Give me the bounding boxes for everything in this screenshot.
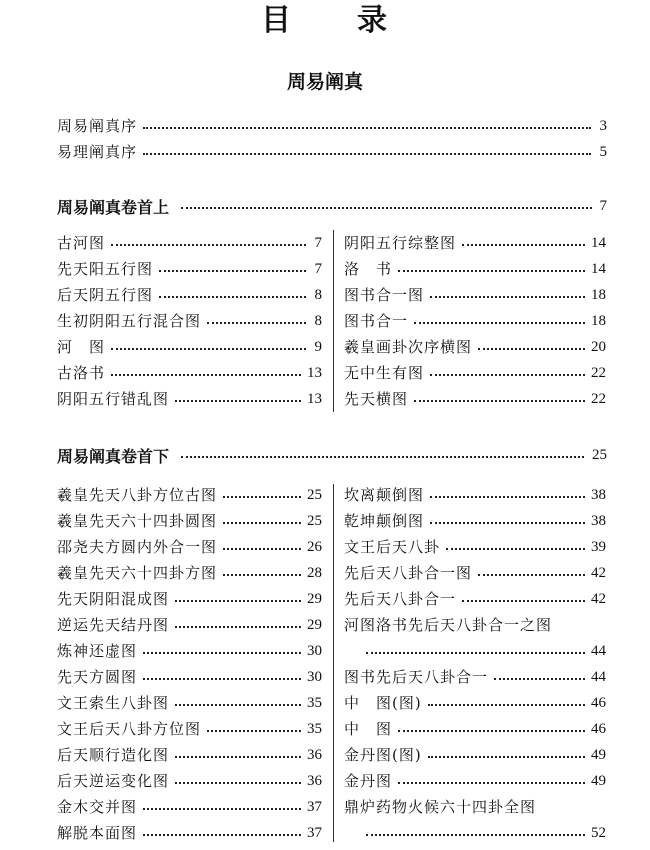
entry-page: 28 [307, 565, 322, 581]
toc-entry[interactable] [57, 639, 322, 663]
entry-label: 河 图 [57, 338, 106, 356]
entry-label: 文王后天八卦 [344, 538, 441, 556]
entry-page: 22 [591, 365, 606, 381]
dot-leader [159, 283, 306, 307]
entry-page: 13 [307, 391, 322, 407]
entry-page: 35 [307, 695, 322, 711]
toc-entry-wrapped-title[interactable] [344, 613, 606, 637]
dot-leader [143, 821, 301, 845]
page-title-char-1: 目 [261, 3, 293, 38]
dot-leader [366, 821, 585, 845]
entry-label: 图书合一图 [344, 286, 425, 304]
entry-page: 49 [591, 747, 606, 763]
entry-label: 羲皇画卦次序横图 [344, 338, 473, 356]
entry-page: 44 [591, 643, 606, 659]
dot-leader [428, 691, 585, 715]
entry-label: 羲皇先天六十四卦圆图 [57, 512, 218, 530]
dot-leader [366, 639, 585, 663]
entry-page: 35 [307, 721, 322, 737]
entry-label: 中 图(图) [344, 694, 422, 712]
toc-entry[interactable] [57, 743, 322, 767]
dot-leader [111, 361, 301, 385]
dot-leader [143, 639, 301, 663]
entry-label: 河图洛书先后天八卦合一之图 [344, 616, 553, 634]
dot-leader [446, 535, 585, 559]
column-divider [333, 230, 334, 412]
dot-leader [175, 613, 301, 637]
entry-page: 42 [591, 565, 606, 581]
toc-entry[interactable] [57, 717, 322, 741]
entry-page: 9 [314, 339, 322, 355]
entry-label: 周易阐真序 [57, 117, 138, 135]
dot-leader [143, 114, 591, 138]
toc-entry[interactable] [57, 509, 322, 533]
toc-entry[interactable] [57, 795, 322, 819]
page-title-char-2: 录 [357, 3, 389, 38]
toc-entry[interactable] [57, 335, 322, 359]
entry-label: 先后天八卦合一图 [344, 564, 473, 582]
entry-page: 30 [307, 643, 322, 659]
entry-page: 25 [307, 487, 322, 503]
dot-leader [111, 231, 306, 255]
entry-page: 25 [307, 513, 322, 529]
toc-entry[interactable] [344, 665, 606, 689]
toc-entry[interactable] [57, 821, 322, 845]
entry-label: 后天顺行造化图 [57, 746, 170, 764]
toc-entry[interactable] [344, 387, 606, 411]
section-title: 周易阐真卷首下 [57, 446, 170, 466]
entry-page: 8 [314, 287, 322, 303]
section-title: 周易阐真卷首上 [57, 197, 170, 217]
dot-leader [430, 283, 585, 307]
column-divider [333, 484, 334, 842]
dot-leader [175, 743, 301, 767]
dot-leader [175, 769, 301, 793]
entry-label: 先天阳五行图 [57, 260, 154, 278]
entry-label: 解脱本面图 [57, 824, 138, 842]
dot-leader [414, 387, 585, 411]
dot-leader [175, 691, 301, 715]
toc-entry[interactable] [344, 561, 606, 585]
section-page: 25 [592, 446, 607, 463]
toc-entry[interactable] [344, 769, 606, 793]
toc-entry[interactable] [57, 535, 322, 559]
toc-entry[interactable] [344, 309, 606, 333]
dot-leader [143, 795, 301, 819]
toc-entry[interactable] [344, 283, 606, 307]
toc-entry[interactable] [344, 535, 606, 559]
dot-leader [430, 483, 585, 507]
entry-label: 羲皇先天六十四卦方图 [57, 564, 218, 582]
dot-leader [181, 442, 584, 468]
entry-label: 鼎炉药物火候六十四卦全图 [344, 798, 537, 816]
book-title: 周易阐真 [286, 71, 363, 93]
entry-page: 7 [314, 235, 322, 251]
entry-label: 后天阴五行图 [57, 286, 154, 304]
entry-page: 29 [307, 591, 322, 607]
entry-page: 14 [591, 235, 606, 251]
toc-entry[interactable] [57, 387, 322, 411]
toc-entry[interactable] [57, 691, 322, 715]
entry-page: 5 [599, 144, 607, 160]
toc-entry[interactable] [344, 257, 606, 281]
entry-page: 46 [591, 721, 606, 737]
dot-leader [462, 231, 585, 255]
dot-leader [430, 509, 585, 533]
toc-entry[interactable] [57, 483, 322, 507]
entry-label: 阴阳五行错乱图 [57, 390, 170, 408]
dot-leader [223, 509, 301, 533]
toc-entry[interactable] [57, 665, 322, 689]
dot-leader [207, 717, 301, 741]
dot-leader [398, 717, 585, 741]
entry-page: 18 [591, 313, 606, 329]
dot-leader [159, 257, 306, 281]
entry-page: 18 [591, 287, 606, 303]
entry-page: 38 [591, 487, 606, 503]
entry-label: 古河图 [57, 234, 106, 252]
toc-entry[interactable] [57, 587, 322, 611]
entry-page: 29 [307, 617, 322, 633]
toc-entry-wrapped-leader[interactable] [344, 639, 606, 663]
entry-page: 3 [599, 118, 607, 134]
entry-page: 38 [591, 513, 606, 529]
entry-label: 图书先后天八卦合一 [344, 668, 489, 686]
toc-entry[interactable] [57, 283, 322, 307]
toc-entry[interactable] [344, 483, 606, 507]
entry-page: 52 [591, 825, 606, 841]
toc-entry[interactable] [344, 231, 606, 255]
entry-page: 20 [591, 339, 606, 355]
toc-entry[interactable] [344, 691, 606, 715]
dot-leader [223, 561, 301, 585]
entry-label: 乾坤颠倒图 [344, 512, 425, 530]
toc-section-heading-2[interactable] [57, 442, 607, 468]
toc-entry-preface-1[interactable] [57, 114, 607, 138]
entry-label: 逆运先天结丹图 [57, 616, 170, 634]
entry-page: 44 [591, 669, 606, 685]
toc-entry[interactable] [57, 769, 322, 793]
toc-entry[interactable] [344, 717, 606, 741]
entry-label: 羲皇先天八卦方位古图 [57, 486, 218, 504]
entry-page: 14 [591, 261, 606, 277]
entry-label: 先天方圆图 [57, 668, 138, 686]
dot-leader [143, 140, 591, 164]
toc-entry[interactable] [57, 309, 322, 333]
entry-label: 炼神还虚图 [57, 642, 138, 660]
dot-leader [430, 361, 585, 385]
entry-page: 49 [591, 773, 606, 789]
entry-label: 文王后天八卦方位图 [57, 720, 202, 738]
entry-page: 7 [314, 261, 322, 277]
section-page: 7 [599, 197, 607, 214]
entry-label: 洛 书 [344, 260, 393, 278]
toc-entry[interactable] [57, 257, 322, 281]
entry-label: 生初阴阳五行混合图 [57, 312, 202, 330]
toc-entry[interactable] [344, 509, 606, 533]
entry-label: 先天横图 [344, 390, 409, 408]
toc-entry[interactable] [57, 231, 322, 255]
entry-page: 37 [307, 825, 322, 841]
dot-leader [111, 335, 306, 359]
entry-label: 金丹图 [344, 772, 393, 790]
toc-entry[interactable] [344, 743, 606, 767]
entry-page: 36 [307, 747, 322, 763]
toc-entry-preface-2[interactable] [57, 140, 607, 164]
toc-entry[interactable] [344, 361, 606, 385]
toc-entry[interactable] [57, 561, 322, 585]
entry-page: 13 [307, 365, 322, 381]
entry-label: 图书合一 [344, 312, 409, 330]
dot-leader [175, 387, 301, 411]
dot-leader [478, 561, 585, 585]
dot-leader [478, 335, 585, 359]
entry-label: 后天逆运变化图 [57, 772, 170, 790]
entry-label: 古洛书 [57, 364, 106, 382]
dot-leader [398, 257, 585, 281]
page-title [0, 4, 650, 38]
entry-label: 中 图 [344, 720, 393, 738]
toc-entry[interactable] [344, 587, 606, 611]
entry-label: 金丹图(图) [344, 746, 422, 764]
toc-entry-wrapped-title[interactable] [344, 795, 606, 819]
entry-page: 22 [591, 391, 606, 407]
dot-leader [414, 309, 585, 333]
toc-entry[interactable] [344, 335, 606, 359]
entry-page: 46 [591, 695, 606, 711]
entry-label: 易理阐真序 [57, 143, 138, 161]
entry-page: 42 [591, 591, 606, 607]
dot-leader [223, 483, 301, 507]
dot-leader [462, 587, 585, 611]
entry-label: 文王索生八卦图 [57, 694, 170, 712]
entry-page: 36 [307, 773, 322, 789]
toc-section-heading-1[interactable] [57, 193, 607, 219]
entry-label: 坎离颠倒图 [344, 486, 425, 504]
dot-leader [175, 587, 301, 611]
dot-leader [181, 193, 591, 219]
dot-leader [223, 535, 301, 559]
entry-page: 30 [307, 669, 322, 685]
toc-entry[interactable] [57, 613, 322, 637]
entry-label: 金木交并图 [57, 798, 138, 816]
entry-label: 先天阴阳混成图 [57, 590, 170, 608]
dot-leader [143, 665, 301, 689]
dot-leader [428, 743, 585, 767]
entry-label: 邵尧夫方圆内外合一图 [57, 538, 218, 556]
entry-page: 37 [307, 799, 322, 815]
entry-label: 无中生有图 [344, 364, 425, 382]
toc-entry-wrapped-leader[interactable] [344, 821, 606, 845]
entry-page: 39 [591, 539, 606, 555]
entry-page: 26 [307, 539, 322, 555]
toc-entry[interactable] [57, 361, 322, 385]
entry-page: 8 [314, 313, 322, 329]
entry-label: 阴阳五行综整图 [344, 234, 457, 252]
dot-leader [207, 309, 306, 333]
entry-label: 先后天八卦合一 [344, 590, 457, 608]
dot-leader [494, 665, 585, 689]
dot-leader [398, 769, 585, 793]
